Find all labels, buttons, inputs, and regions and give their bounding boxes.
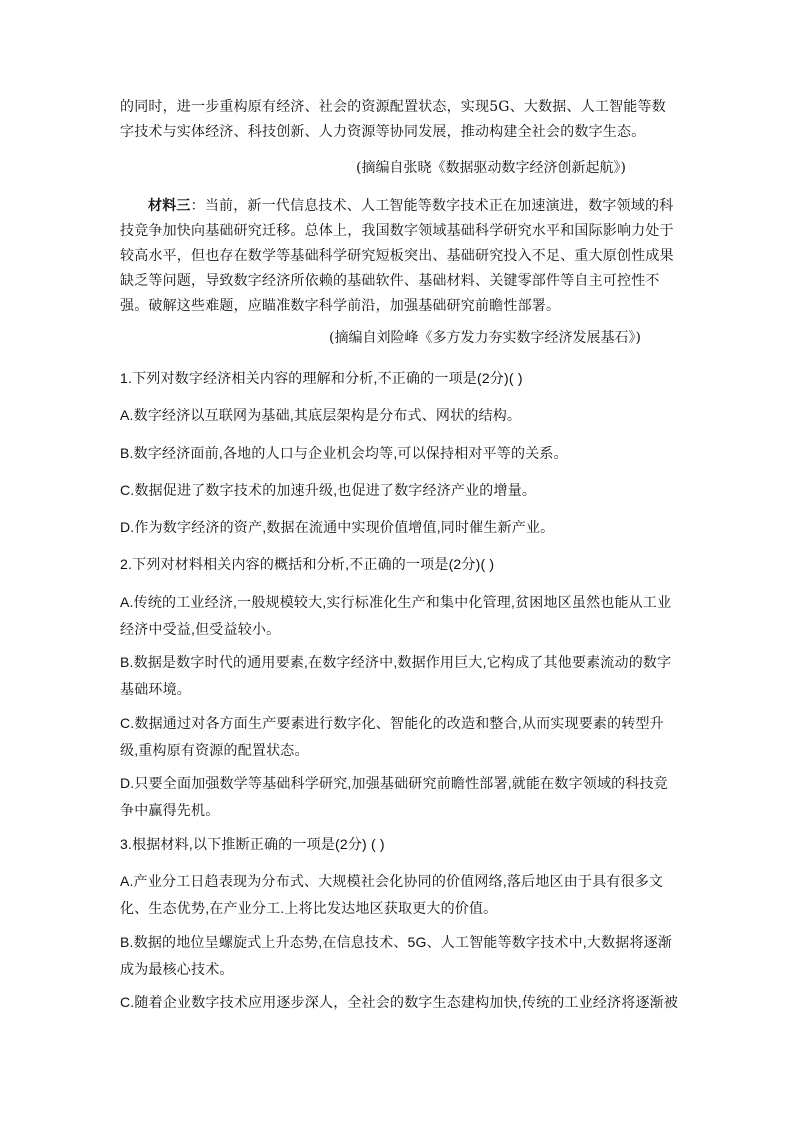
material3-colon: ：	[190, 198, 205, 214]
question-1-option-a: A.数字经济以互联网为基础,其底层架构是分布式、网状的结构。	[120, 407, 522, 423]
question-1-stem: 1.下列对数字经济相关内容的理解和分析,不正确的一项是(2分)( )	[120, 370, 523, 386]
question-2-option-c: C.数据通过对各方面生产要素进行数字化、智能化的改造和整合,从而实现要素的转型升级,重构原有资源的配置状态。	[120, 715, 664, 758]
question-1-option-b: B.数字经济面前,各地的人口与企业机会均等,可以保持相对平等的关系。	[120, 445, 568, 461]
material2-tail: 的同时，进一步重构原有经济、社会的资源配置状态，实现5G、大数据、人工智能等数字技术与实体经济、科技创新、人力资源等协同发展，推动构建全社会的数字生态。	[120, 99, 666, 140]
question-1-option-d: D.作为数字经济的资产,数据在流通中实现价值增值,同时催生新产业。	[120, 519, 555, 535]
question-3-option-c: C.随着企业数字技术应用逐步深人，全社会的数字生态建构加快,传统的工业经济将逐渐被	[120, 994, 679, 1010]
material3-paragraph	[120, 194, 680, 319]
material3-body: 当前，新一代信息技术、人工智能等数字技术正在加速演进，数字领域的科技竞争加快向基础研究迁移。总体上，我国数字领域基础科学研究水平和国际影响力处于较高水平，但也存在数学等基础科学研究短板突出、基础研究投入不足、重大原创性成果缺乏等问题，导致数字经济所依赖的基础软件、基础材料、关键零部件等自主可控性不强。破解这些难题，应瞄准数字科学前沿，加强基础研究前瞻性部署。	[120, 198, 674, 314]
question-3-option-b: B.数据的地位呈螺旋式上升态势,在信息技术、5G、人工智能等数字技术中,大数据将逐渐成为最核心技术。	[120, 934, 673, 977]
question-2-option-a: A.传统的工业经济,一般规模较大,实行标准化生产和集中化管理,贫困地区虽然也能从工业经济中受益,但受益较小。	[120, 594, 672, 637]
question-1-option-c: C.数据促进了数字技术的加速升级,也促进了数字经济产业的增量。	[120, 482, 537, 498]
material2-source: (摘编自张晓《数据驱动数字经济创新起航》)	[356, 160, 626, 176]
question-3-stem: 3.根据材料,以下推断正确的一项是(2分) ( )	[120, 836, 385, 852]
question-2-option-d: D.只要全面加强数学等基础科学研究,加强基础研究前瞻性部署,就能在数字领域的科技竞争中赢得先机。	[120, 775, 668, 818]
material3-label: 材料三	[148, 198, 191, 214]
question-3-option-a: A.产业分工日趋表现为分布式、大规模社会化协同的价值网络,落后地区由于具有很多文化、生态优势,在产业分工.上将比发达地区获取更大的价值。	[120, 873, 664, 916]
question-2-stem: 2.下列对材料相关内容的概括和分析,不正确的一项是(2分)( )	[120, 556, 495, 572]
question-2-option-b: B.数据是数字时代的通用要素,在数字经济中,数据作用巨大,它构成了其他要素流动的数字基础环境。	[120, 654, 672, 697]
material3-source: (摘编自刘险峰《多方发力夯实数字经济发展基石》)	[329, 330, 641, 346]
